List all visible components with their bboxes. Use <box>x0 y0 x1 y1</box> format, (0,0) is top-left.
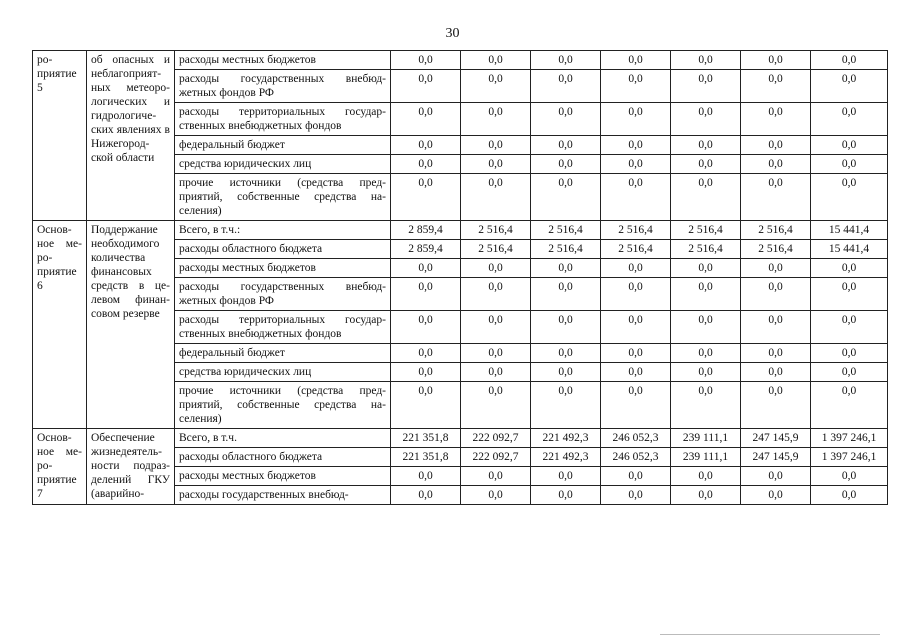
year-value-cell: 0,0 <box>741 103 811 136</box>
year-value-cell: 2 516,4 <box>531 221 601 240</box>
page-number: 30 <box>445 26 460 41</box>
year-value-cell: 0,0 <box>531 467 601 486</box>
year-value-cell: 247 145,9 <box>741 429 811 448</box>
year-value-cell: 221 351,8 <box>391 429 461 448</box>
year-value-cell: 0,0 <box>461 382 531 429</box>
year-value-cell: 0,0 <box>741 467 811 486</box>
funding-source-cell: расходы государственных внебюд-жетных фондов РФ <box>175 70 391 103</box>
year-value-cell: 0,0 <box>671 174 741 221</box>
year-value-cell: 0,0 <box>671 486 741 505</box>
year-value-cell: 0,0 <box>601 344 671 363</box>
year-value-cell: 2 516,4 <box>741 221 811 240</box>
total-value-cell: 0,0 <box>811 278 888 311</box>
total-value-cell: 0,0 <box>811 259 888 278</box>
year-value-cell: 0,0 <box>741 259 811 278</box>
year-value-cell: 0,0 <box>461 278 531 311</box>
funding-source-cell: расходы государственных внебюд-жетных фондов РФ <box>175 278 391 311</box>
activity-description-cell: Обеспечение жизнедеятель-ности подраз-делений ГКУ (аварийно- <box>87 429 175 505</box>
year-value-cell: 0,0 <box>461 174 531 221</box>
year-value-cell: 2 516,4 <box>671 221 741 240</box>
year-value-cell: 0,0 <box>601 51 671 70</box>
year-value-cell: 0,0 <box>671 344 741 363</box>
total-value-cell: 0,0 <box>811 363 888 382</box>
year-value-cell: 0,0 <box>461 51 531 70</box>
year-value-cell: 0,0 <box>601 259 671 278</box>
total-value-cell: 0,0 <box>811 382 888 429</box>
year-value-cell: 2 859,4 <box>391 240 461 259</box>
total-value-cell: 0,0 <box>811 155 888 174</box>
year-value-cell: 0,0 <box>391 486 461 505</box>
year-value-cell: 0,0 <box>741 382 811 429</box>
year-value-cell: 246 052,3 <box>601 448 671 467</box>
table-row <box>33 51 888 70</box>
year-value-cell: 222 092,7 <box>461 429 531 448</box>
funding-source-cell: расходы областного бюджета <box>175 240 391 259</box>
year-value-cell: 0,0 <box>601 70 671 103</box>
funding-source-cell: расходы местных бюджетов <box>175 51 391 70</box>
funding-source-cell: средства юридических лиц <box>175 363 391 382</box>
total-value-cell: 0,0 <box>811 70 888 103</box>
year-value-cell: 0,0 <box>461 344 531 363</box>
year-value-cell: 221 351,8 <box>391 448 461 467</box>
year-value-cell: 2 516,4 <box>601 240 671 259</box>
total-value-cell: 0,0 <box>811 486 888 505</box>
year-value-cell: 0,0 <box>671 155 741 174</box>
funding-source-cell: расходы территориальных государ-ственных внебюджетных фондов <box>175 103 391 136</box>
year-value-cell: 0,0 <box>601 486 671 505</box>
year-value-cell: 0,0 <box>531 486 601 505</box>
year-value-cell: 0,0 <box>531 103 601 136</box>
year-value-cell: 0,0 <box>671 467 741 486</box>
year-value-cell: 0,0 <box>531 363 601 382</box>
total-value-cell: 15 441,4 <box>811 240 888 259</box>
year-value-cell: 221 492,3 <box>531 429 601 448</box>
year-value-cell: 0,0 <box>601 278 671 311</box>
year-value-cell: 222 092,7 <box>461 448 531 467</box>
year-value-cell: 2 516,4 <box>741 240 811 259</box>
year-value-cell: 0,0 <box>461 259 531 278</box>
total-value-cell: 0,0 <box>811 174 888 221</box>
year-value-cell: 0,0 <box>741 136 811 155</box>
year-value-cell: 0,0 <box>741 344 811 363</box>
year-value-cell: 247 145,9 <box>741 448 811 467</box>
scan-edge-mark <box>660 634 880 635</box>
year-value-cell: 0,0 <box>391 51 461 70</box>
year-value-cell: 0,0 <box>671 311 741 344</box>
year-value-cell: 0,0 <box>391 259 461 278</box>
total-value-cell: 1 397 246,1 <box>811 448 888 467</box>
year-value-cell: 2 516,4 <box>461 221 531 240</box>
year-value-cell: 0,0 <box>461 467 531 486</box>
year-value-cell: 0,0 <box>671 136 741 155</box>
year-value-cell: 0,0 <box>601 174 671 221</box>
year-value-cell: 0,0 <box>601 103 671 136</box>
year-value-cell: 0,0 <box>531 278 601 311</box>
year-value-cell: 0,0 <box>741 70 811 103</box>
year-value-cell: 0,0 <box>671 70 741 103</box>
year-value-cell: 2 516,4 <box>531 240 601 259</box>
table-row <box>33 429 888 448</box>
year-value-cell: 0,0 <box>601 467 671 486</box>
funding-source-cell: расходы местных бюджетов <box>175 259 391 278</box>
year-value-cell: 0,0 <box>531 382 601 429</box>
funding-source-cell: прочие источники (средства пред-приятий, собственные средства на-селения) <box>175 174 391 221</box>
year-value-cell: 0,0 <box>671 103 741 136</box>
year-value-cell: 0,0 <box>391 467 461 486</box>
total-value-cell: 0,0 <box>811 103 888 136</box>
year-value-cell: 0,0 <box>461 363 531 382</box>
year-value-cell: 246 052,3 <box>601 429 671 448</box>
year-value-cell: 0,0 <box>531 51 601 70</box>
year-value-cell: 0,0 <box>671 278 741 311</box>
year-value-cell: 0,0 <box>461 155 531 174</box>
total-value-cell: 0,0 <box>811 136 888 155</box>
year-value-cell: 0,0 <box>741 278 811 311</box>
total-value-cell: 1 397 246,1 <box>811 429 888 448</box>
year-value-cell: 0,0 <box>741 155 811 174</box>
year-value-cell: 0,0 <box>391 382 461 429</box>
budget-table-body <box>33 51 888 505</box>
funding-source-cell: Всего, в т.ч. <box>175 429 391 448</box>
year-value-cell: 0,0 <box>531 174 601 221</box>
year-value-cell: 221 492,3 <box>531 448 601 467</box>
year-value-cell: 0,0 <box>531 311 601 344</box>
funding-source-cell: расходы местных бюджетов <box>175 467 391 486</box>
year-value-cell: 0,0 <box>461 103 531 136</box>
activity-code-cell: ро-приятие 5 <box>33 51 87 221</box>
total-value-cell: 15 441,4 <box>811 221 888 240</box>
year-value-cell: 0,0 <box>601 363 671 382</box>
year-value-cell: 2 859,4 <box>391 221 461 240</box>
year-value-cell: 0,0 <box>391 155 461 174</box>
funding-source-cell: расходы территориальных государ-ственных внебюджетных фондов <box>175 311 391 344</box>
year-value-cell: 239 111,1 <box>671 448 741 467</box>
funding-source-cell: федеральный бюджет <box>175 344 391 363</box>
activity-code-cell: Основ-ное ме-ро-приятие 7 <box>33 429 87 505</box>
total-value-cell: 0,0 <box>811 467 888 486</box>
year-value-cell: 0,0 <box>671 51 741 70</box>
year-value-cell: 0,0 <box>601 136 671 155</box>
year-value-cell: 2 516,4 <box>461 240 531 259</box>
table-row <box>33 221 888 240</box>
year-value-cell: 0,0 <box>391 174 461 221</box>
year-value-cell: 0,0 <box>741 311 811 344</box>
year-value-cell: 0,0 <box>391 311 461 344</box>
budget-table <box>32 50 888 505</box>
year-value-cell: 0,0 <box>391 344 461 363</box>
funding-source-cell: расходы областного бюджета <box>175 448 391 467</box>
activity-description-cell: Поддержание необходимого количества финансовых средств в це-левом финан-совом резерве <box>87 221 175 429</box>
year-value-cell: 0,0 <box>461 311 531 344</box>
year-value-cell: 0,0 <box>531 259 601 278</box>
activity-code-cell: Основ-ное ме-ро-приятие 6 <box>33 221 87 429</box>
year-value-cell: 0,0 <box>531 344 601 363</box>
year-value-cell: 0,0 <box>531 70 601 103</box>
year-value-cell: 0,0 <box>741 51 811 70</box>
year-value-cell: 0,0 <box>461 486 531 505</box>
funding-source-cell: средства юридических лиц <box>175 155 391 174</box>
total-value-cell: 0,0 <box>811 344 888 363</box>
activity-description-cell: об опасных и неблагоприят-ных метеоро-логических и гидрологиче-ских явлениях в Нижегород-ской области <box>87 51 175 221</box>
year-value-cell: 0,0 <box>461 70 531 103</box>
year-value-cell: 0,0 <box>531 155 601 174</box>
year-value-cell: 0,0 <box>391 136 461 155</box>
year-value-cell: 0,0 <box>391 70 461 103</box>
year-value-cell: 0,0 <box>671 382 741 429</box>
year-value-cell: 2 516,4 <box>671 240 741 259</box>
year-value-cell: 0,0 <box>741 486 811 505</box>
year-value-cell: 0,0 <box>671 259 741 278</box>
year-value-cell: 2 516,4 <box>601 221 671 240</box>
year-value-cell: 0,0 <box>741 363 811 382</box>
year-value-cell: 0,0 <box>741 174 811 221</box>
funding-source-cell: прочие источники (средства пред-приятий, собственные средства на-селения) <box>175 382 391 429</box>
year-value-cell: 0,0 <box>391 278 461 311</box>
total-value-cell: 0,0 <box>811 311 888 344</box>
year-value-cell: 0,0 <box>601 155 671 174</box>
funding-source-cell: расходы государственных внебюд- <box>175 486 391 505</box>
year-value-cell: 0,0 <box>391 103 461 136</box>
total-value-cell: 0,0 <box>811 51 888 70</box>
year-value-cell: 0,0 <box>391 363 461 382</box>
funding-source-cell: федеральный бюджет <box>175 136 391 155</box>
year-value-cell: 0,0 <box>461 136 531 155</box>
year-value-cell: 0,0 <box>601 311 671 344</box>
funding-source-cell: Всего, в т.ч.: <box>175 221 391 240</box>
year-value-cell: 0,0 <box>531 136 601 155</box>
year-value-cell: 0,0 <box>671 363 741 382</box>
year-value-cell: 0,0 <box>601 382 671 429</box>
year-value-cell: 239 111,1 <box>671 429 741 448</box>
